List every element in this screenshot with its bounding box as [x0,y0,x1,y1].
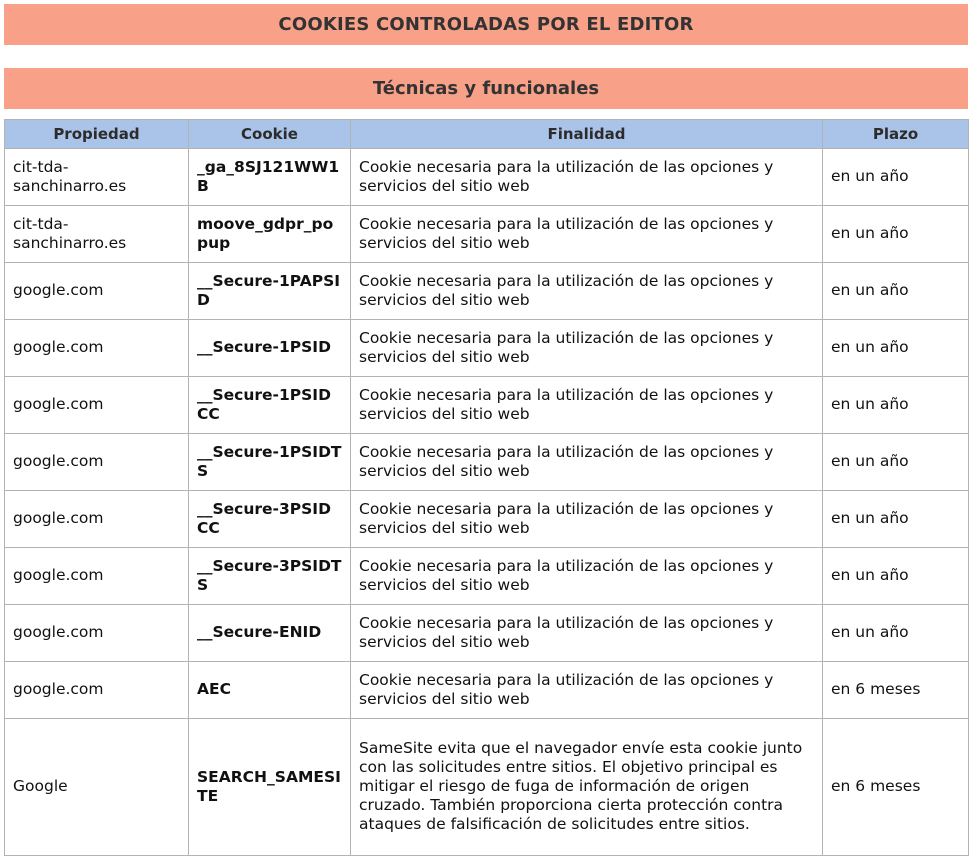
cell-finalidad: Cookie necesaria para la utilización de las opciones y servicios del sitio web [351,662,823,719]
cell-plazo: en un año [823,320,969,377]
cell-finalidad: SameSite evita que el navegador envíe esta cookie junto con las solicitudes entre sitios. El objetivo principal es mitigar el riesgo de fuga de información de origen cruzado. También proporciona cierta protección contra ataques de falsificación de solicitudes entre sitios. [351,719,823,856]
cell-cookie: moove_gdpr_popup [189,206,351,263]
cell-propiedad: google.com [5,434,189,491]
table-row [5,491,969,548]
cell-plazo: en un año [823,605,969,662]
table-row [5,320,969,377]
cell-cookie: __Secure-1PSIDTS [189,434,351,491]
column-header-cookie: Cookie [189,120,351,149]
cell-propiedad: google.com [5,548,189,605]
cell-finalidad: Cookie necesaria para la utilización de las opciones y servicios del sitio web [351,605,823,662]
cell-plazo: en un año [823,149,969,206]
cell-finalidad: Cookie necesaria para la utilización de las opciones y servicios del sitio web [351,491,823,548]
cell-propiedad: Google [5,719,189,856]
cell-plazo: en un año [823,434,969,491]
cell-plazo: en un año [823,548,969,605]
cell-finalidad: Cookie necesaria para la utilización de las opciones y servicios del sitio web [351,548,823,605]
cell-propiedad: google.com [5,491,189,548]
table-row [5,719,969,856]
column-header-propiedad: Propiedad [5,120,189,149]
cell-cookie: _ga_8SJ121WW1B [189,149,351,206]
table-row [5,206,969,263]
cell-finalidad: Cookie necesaria para la utilización de las opciones y servicios del sitio web [351,434,823,491]
cell-propiedad: google.com [5,605,189,662]
cell-plazo: en 6 meses [823,719,969,856]
cell-finalidad: Cookie necesaria para la utilización de las opciones y servicios del sitio web [351,320,823,377]
cell-plazo: en un año [823,377,969,434]
table-row [5,548,969,605]
table-row [5,605,969,662]
cell-finalidad: Cookie necesaria para la utilización de las opciones y servicios del sitio web [351,377,823,434]
cell-propiedad: google.com [5,662,189,719]
cell-finalidad: Cookie necesaria para la utilización de las opciones y servicios del sitio web [351,206,823,263]
cell-propiedad: google.com [5,320,189,377]
table-row [5,662,969,719]
cell-cookie: AEC [189,662,351,719]
section-title: Técnicas y funcionales [4,68,968,109]
cell-cookie: __Secure-1PSID [189,320,351,377]
cell-propiedad: cit-tda-sanchinarro.es [5,206,189,263]
cookies-table [4,119,969,856]
cell-propiedad: google.com [5,377,189,434]
column-header-finalidad: Finalidad [351,120,823,149]
cell-cookie: SEARCH_SAMESITE [189,719,351,856]
table-header-row [5,120,969,149]
cell-propiedad: cit-tda-sanchinarro.es [5,149,189,206]
cell-cookie: __Secure-1PSIDCC [189,377,351,434]
cell-plazo: en un año [823,206,969,263]
cell-plazo: en un año [823,263,969,320]
page-title: COOKIES CONTROLADAS POR EL EDITOR [4,4,968,45]
cell-cookie: __Secure-1PAPSID [189,263,351,320]
cell-finalidad: Cookie necesaria para la utilización de las opciones y servicios del sitio web [351,149,823,206]
column-header-plazo: Plazo [823,120,969,149]
cell-cookie: __Secure-3PSIDTS [189,548,351,605]
table-row [5,377,969,434]
cell-cookie: __Secure-3PSIDCC [189,491,351,548]
cell-plazo: en 6 meses [823,662,969,719]
table-row [5,149,969,206]
table-row [5,434,969,491]
cell-plazo: en un año [823,491,969,548]
cell-finalidad: Cookie necesaria para la utilización de las opciones y servicios del sitio web [351,263,823,320]
table-row [5,263,969,320]
cell-propiedad: google.com [5,263,189,320]
cell-cookie: __Secure-ENID [189,605,351,662]
